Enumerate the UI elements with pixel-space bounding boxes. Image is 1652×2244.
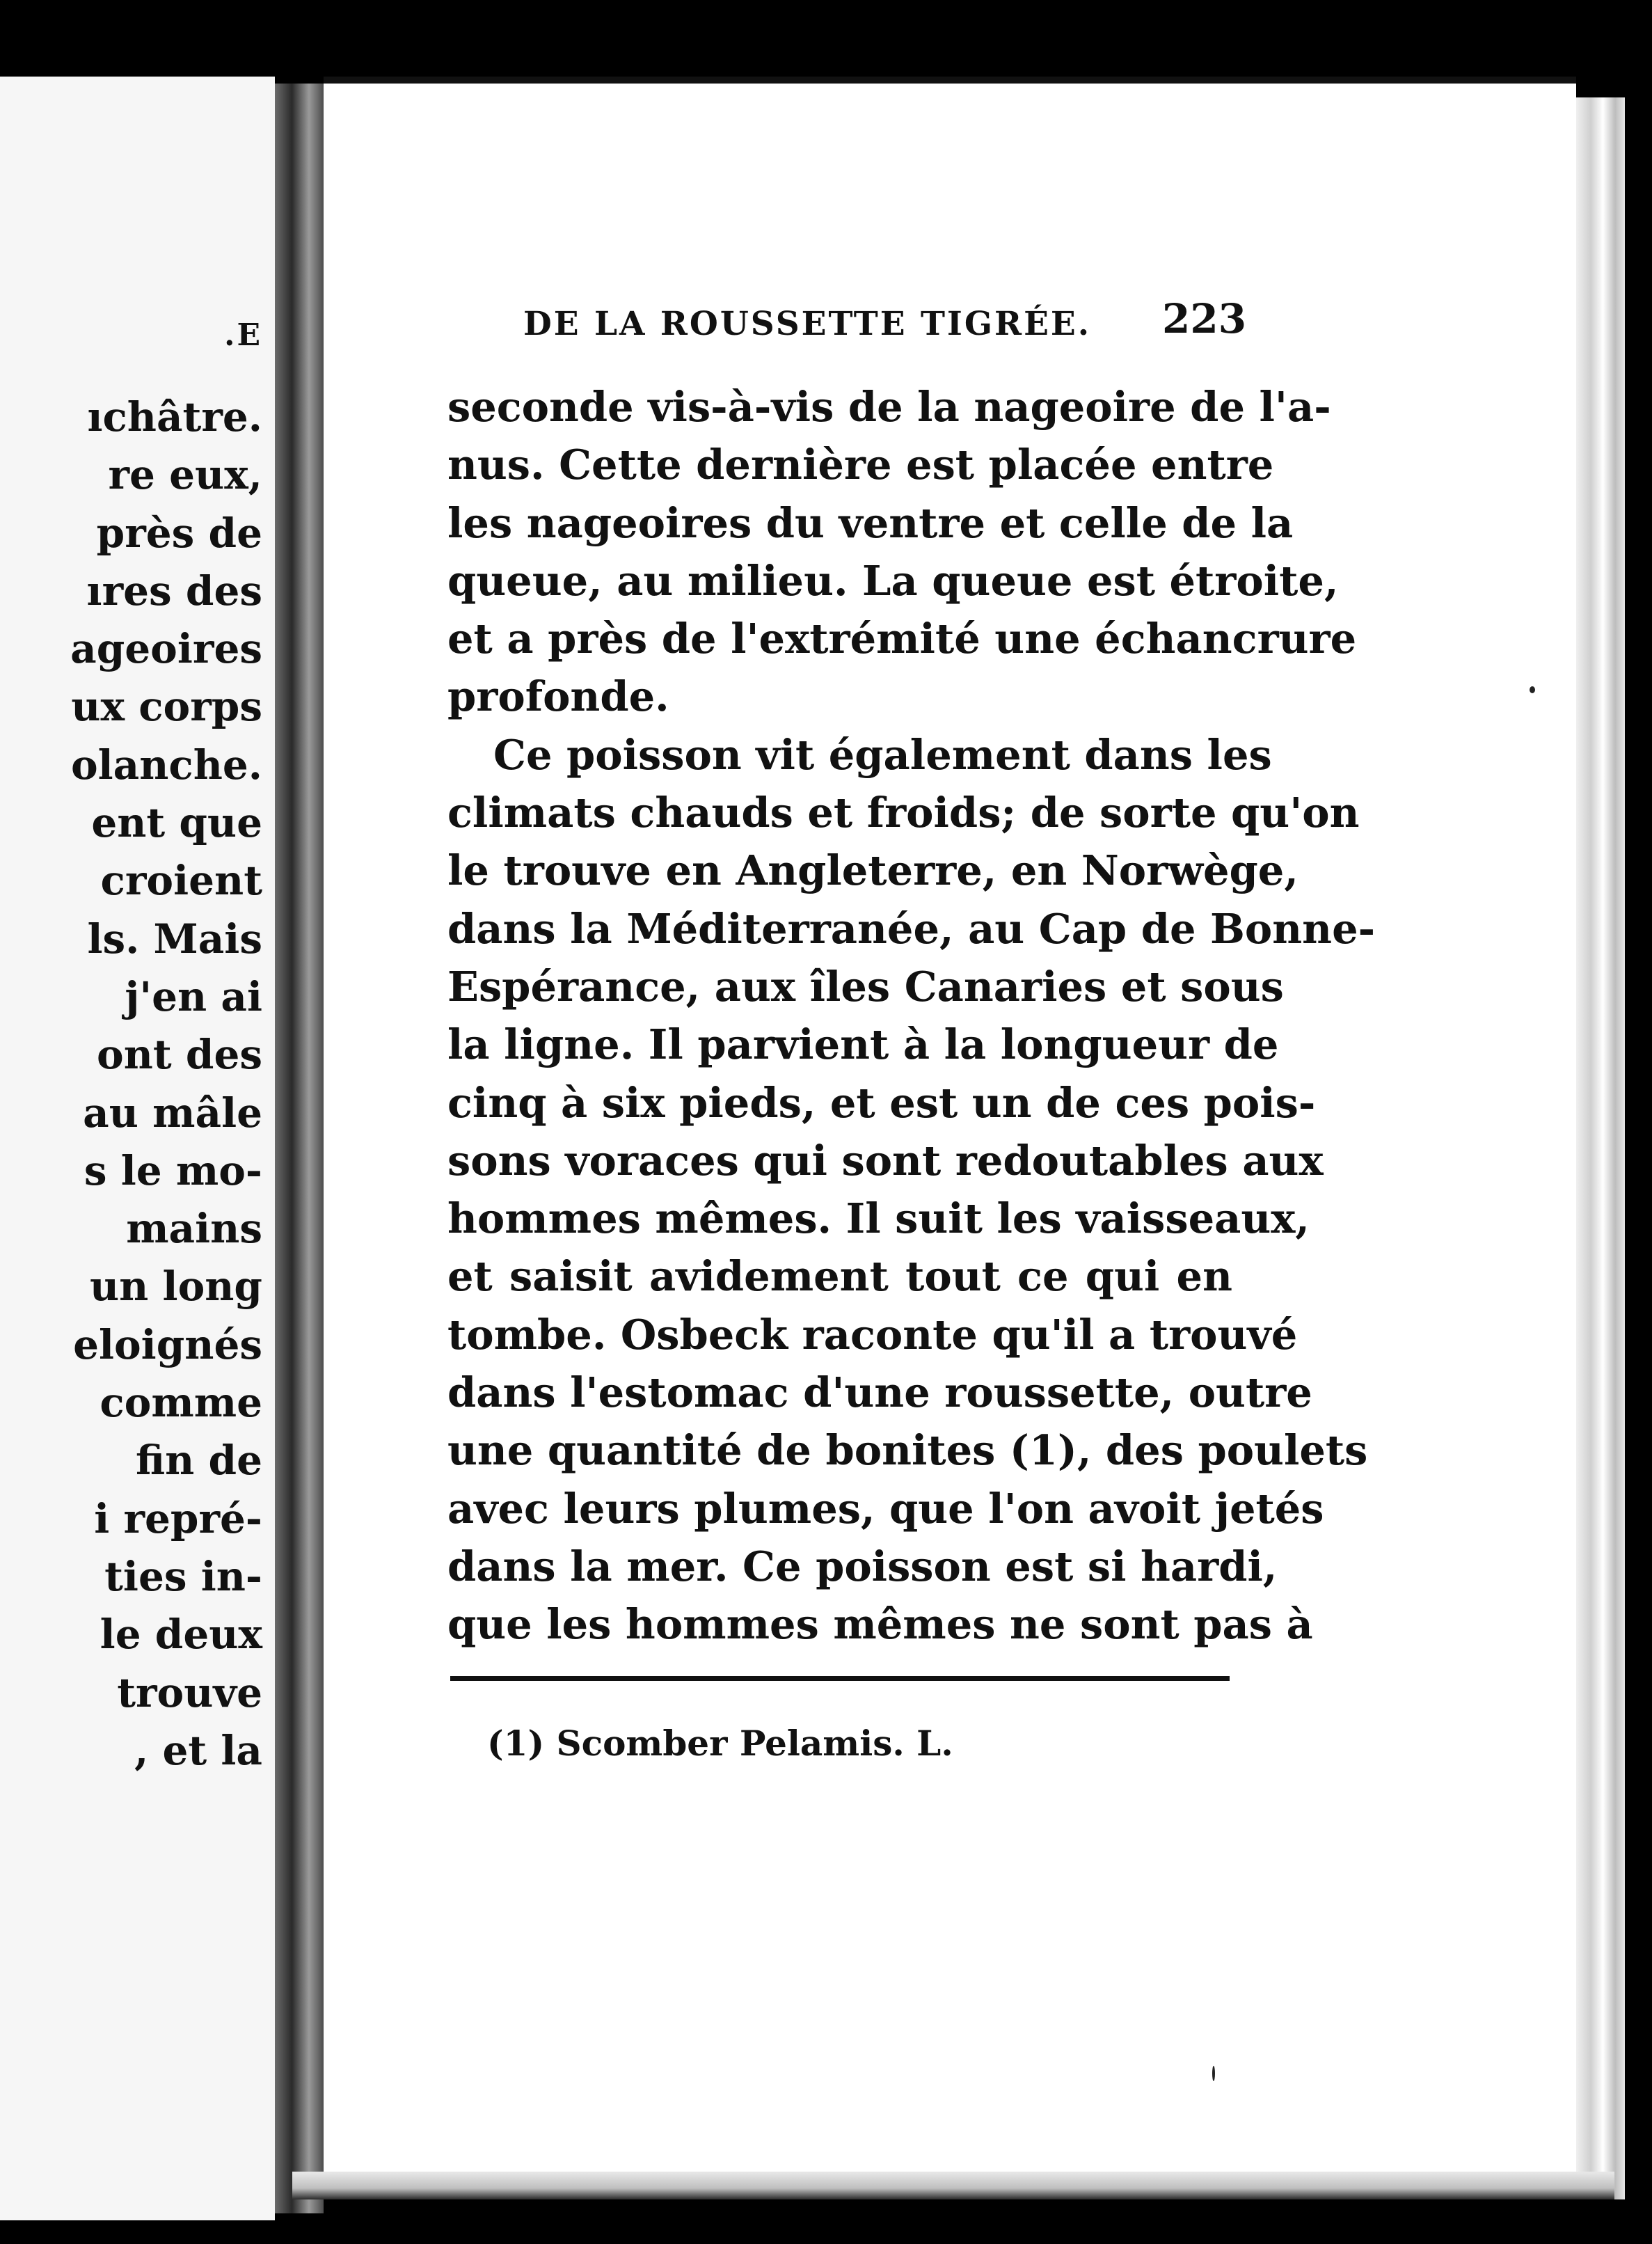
left-text-line: un long xyxy=(90,1263,262,1311)
left-text-line: trouve xyxy=(117,1668,262,1716)
text-line: cinq à six pieds, et est un de ces pois- xyxy=(447,1078,1316,1127)
text-line: hommes mêmes. Il suit les vaisseaux, xyxy=(447,1194,1310,1243)
text-line: climats chauds et froids; de sorte qu'on xyxy=(447,789,1360,837)
page-bottom-edge xyxy=(292,2172,1614,2199)
text-line: nus. Cette dernière est placée entre xyxy=(447,441,1274,489)
left-text-line: le deux xyxy=(100,1611,262,1659)
text-line: tombe. Osbeck raconte qu'il a trouvé xyxy=(447,1310,1298,1359)
text-line: la ligne. Il parvient à la longueur de xyxy=(447,1020,1279,1069)
running-head: DE LA ROUSSETTE TIGRÉE. xyxy=(523,305,1092,343)
left-text-line: ıres des xyxy=(86,567,262,615)
left-text-line: s le mo- xyxy=(84,1146,262,1194)
left-text-line: olanche. xyxy=(70,741,262,789)
book-gutter xyxy=(275,84,324,2213)
text-line: sons voraces qui sont redoutables aux xyxy=(447,1136,1324,1185)
text-line: avec leurs plumes, que l'on avoit jetés xyxy=(447,1484,1324,1533)
text-line: dans l'estomac d'une roussette, outre xyxy=(447,1368,1312,1417)
left-text-line: j'en ai xyxy=(125,972,262,1020)
left-running-head: .E xyxy=(224,317,262,353)
text-line: profonde. xyxy=(447,672,669,721)
text-line: dans la Méditerranée, au Cap de Bonne- xyxy=(447,904,1376,953)
left-text-line: ıchâtre. xyxy=(87,393,262,441)
left-text-line: croient xyxy=(100,857,262,905)
page-edge xyxy=(1576,97,1625,2199)
left-text-line: comme xyxy=(100,1379,262,1427)
text-line: seconde vis-à-vis de la nageoire de l'a- xyxy=(447,383,1331,431)
scan-speck xyxy=(1212,2066,1215,2081)
left-text-line: près de xyxy=(96,509,262,557)
left-text-line: ties in- xyxy=(104,1552,262,1600)
text-line: que les hommes mêmes ne sont pas à xyxy=(447,1600,1313,1649)
left-text-line: ux corps xyxy=(71,683,262,731)
left-text-line: ageoires xyxy=(70,625,262,673)
scan-speck xyxy=(1530,686,1535,693)
left-page xyxy=(0,77,275,2220)
left-text-line: fin de xyxy=(136,1437,262,1485)
left-text-line: au mâle xyxy=(83,1089,262,1137)
footnote-rule xyxy=(450,1676,1230,1681)
left-text-line: mains xyxy=(126,1205,262,1253)
body-text xyxy=(447,378,1376,1654)
left-text-line: ont des xyxy=(97,1031,262,1079)
text-line: les nageoires du ventre et celle de la xyxy=(447,498,1294,547)
text-line: une quantité de bonites (1), des poulets xyxy=(447,1426,1368,1475)
left-text-line: , et la xyxy=(134,1726,262,1774)
text-line: et saisit avidement tout ce qui en xyxy=(447,1252,1232,1301)
text-line: Ce poisson vit également dans les xyxy=(493,730,1272,779)
text-line: dans la mer. Ce poisson est si hardi, xyxy=(447,1542,1278,1590)
text-line: queue, au milieu. La queue est étroite, xyxy=(447,556,1339,605)
footnote: (1) Scomber Pelamis. L. xyxy=(487,1723,953,1764)
left-text-line: i repré- xyxy=(94,1494,262,1542)
left-text-line: ent que xyxy=(91,799,262,847)
left-text-line: re eux, xyxy=(108,451,262,499)
left-text-line: ls. Mais xyxy=(87,915,262,963)
left-page-text xyxy=(70,306,262,1780)
text-line: et a près de l'extrémité une échancrure xyxy=(447,615,1357,663)
text-line: Espérance, aux îles Canaries et sous xyxy=(447,962,1284,1011)
left-text-line: eloignés xyxy=(73,1320,262,1368)
page-number: 223 xyxy=(1162,295,1247,342)
text-line: le trouve en Angleterre, en Norwège, xyxy=(447,846,1298,895)
